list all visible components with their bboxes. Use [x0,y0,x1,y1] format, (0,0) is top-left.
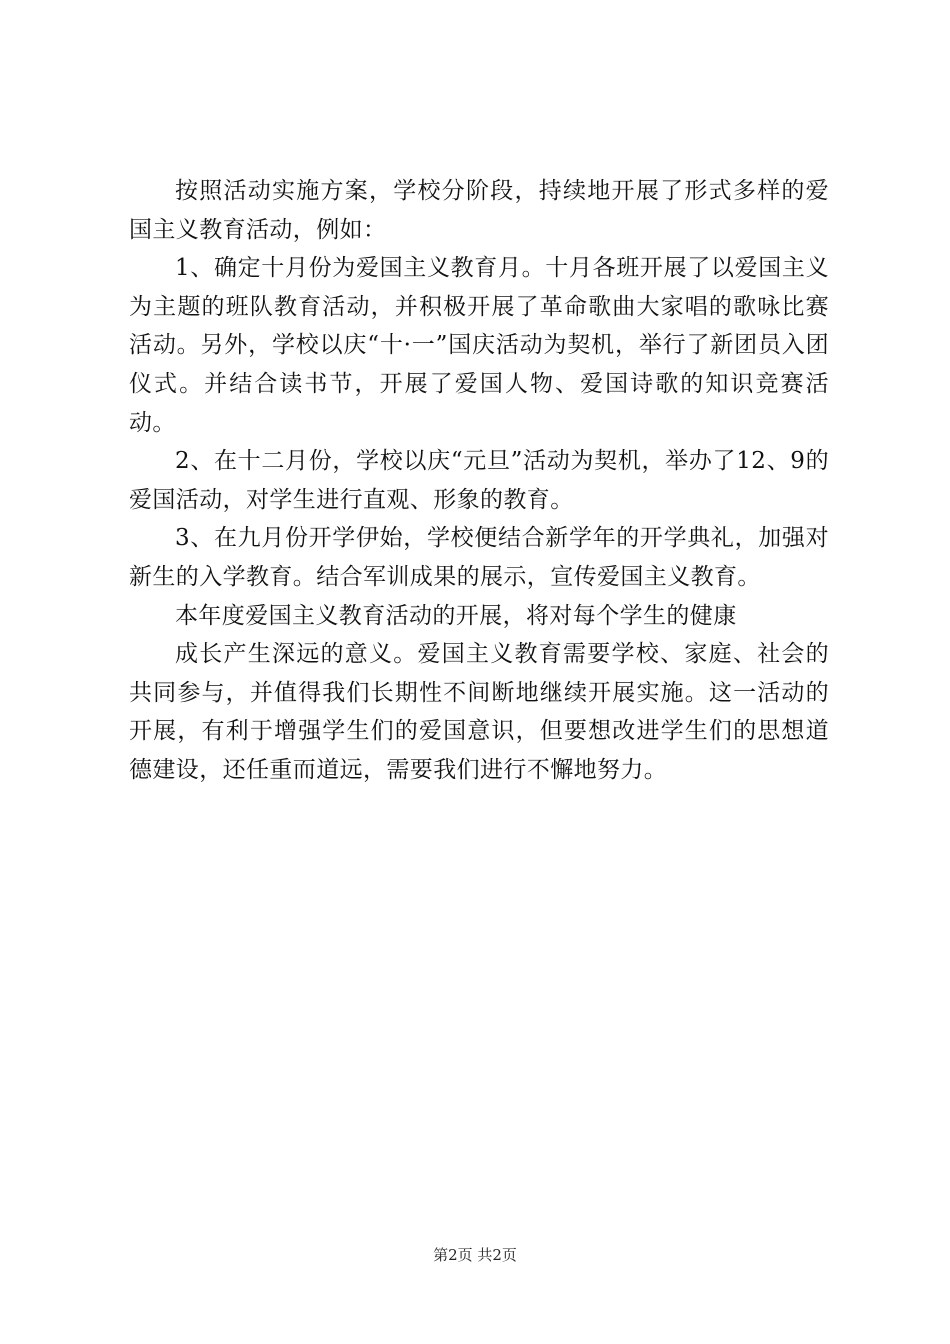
intro-paragraph: 按照活动实施方案，学校分阶段，持续地开展了形式多样的爱国主义教育活动，例如： [129,178,829,243]
conclusion-paragraph-start: 本年度爱国主义教育活动的开展，将对每个学生的健康 [175,602,737,629]
page-footer: 第2页 共2页 [433,1246,517,1264]
item-3-paragraph: 3、在九月份开学伊始，学校便结合新学年的开学典礼，加强对新生的入学教育。结合军训成果的展示，宣传爱国主义教育。 [129,525,829,590]
item-2-paragraph: 2、在十二月份，学校以庆“元旦”活动为契机，举办了12、9的爱国活动，对学生进行直观、形象的教育。 [129,448,829,513]
document-body [129,172,829,790]
item-1-paragraph: 1、确定十月份为爱国主义教育月。十月各班开展了以爱国主义为主题的班队教育活动，并积极开展了革命歌曲大家唱的歌咏比赛活动。另外，学校以庆“十·一”国庆活动为契机，举行了新团员入团仪式。并结合读书节，开展了爱国人物、爱国诗歌的知识竞赛活动。 [129,255,829,436]
conclusion-paragraph-continued: 成长产生深远的意义。爱国主义教育需要学校、家庭、社会的共同参与，并值得我们长期性不间断地继续开展实施。这一活动的开展，有利于增强学生们的爱国意识，但要想改进学生们的思想道德建设，还任重而道远，需要我们进行不懈地努力。 [129,641,829,783]
